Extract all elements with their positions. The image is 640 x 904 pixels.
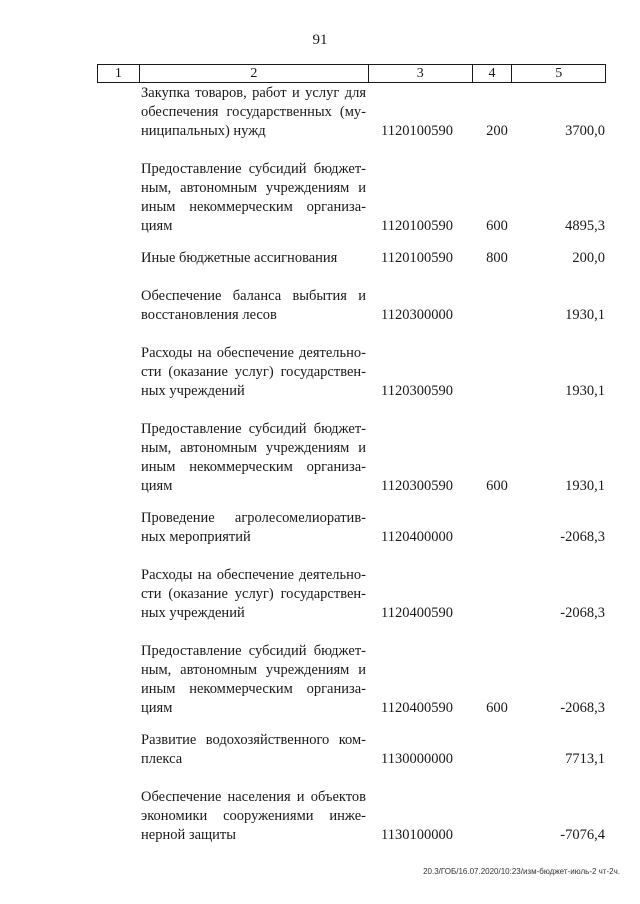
row-code: 1120300590 [381,478,453,494]
description-line: иным некоммерческим организа- [141,459,366,475]
description-line: ных мероприятий [141,529,251,545]
row-expense-type: 600 [486,478,508,494]
row-expense-type: 600 [486,700,508,716]
description-line: Закупка товаров, работ и услуг для [141,85,366,101]
description-line: циям [141,218,173,234]
description-line: ным, автономным учреждениям и [141,180,366,196]
row-description [141,566,366,623]
description-line: Предоставление субсидий бюджет- [141,161,366,177]
description-line: плекса [141,751,183,767]
row-amount: -7076,4 [560,827,605,843]
description-line: Расходы на обеспечение деятельно- [141,567,366,583]
row-code: 1120400590 [381,700,453,716]
row-expense-type: 200 [486,123,508,139]
row-description [141,642,366,718]
row-amount: 200,0 [572,250,605,266]
footer-note: 20.3/ГОБ/16.07.2020/10:23/изм-бюджет-июль-2 чт-2ч. [423,867,620,876]
description-line: ниципальных) нужд [141,123,266,139]
row-code: 1130100000 [381,827,453,843]
description-line: Проведение агролесомелиоратив- [141,510,366,526]
row-description [141,160,366,236]
description-line: обеспечения государственных (му- [141,104,366,120]
page-number: 91 [312,32,328,48]
row-description [141,344,366,401]
description-line: Расходы на обеспечение деятельно- [141,345,366,361]
row-amount: 4895,3 [565,218,605,234]
row-code: 1120400000 [381,529,453,545]
description-line: Предоставление субсидий бюджет- [141,421,366,437]
table-header [97,64,606,83]
description-line: Обеспечение населения и объектов [141,789,366,805]
description-line: ным, автономным учреждениям и [141,440,366,456]
description-line: нерной защиты [141,827,237,843]
row-amount: 1930,1 [565,307,605,323]
row-amount: 1930,1 [565,478,605,494]
description-line: экономики сооружениями инже- [141,808,366,824]
description-line: иным некоммерческим организа- [141,199,366,215]
row-expense-type: 600 [486,218,508,234]
description-line: Обеспечение баланса выбытия и [141,288,366,304]
header-col-5: 5 [555,66,563,81]
row-description [141,249,366,268]
row-description [141,420,366,496]
description-line: сти (оказание услуг) государствен- [141,364,366,380]
row-amount: 3700,0 [565,123,605,139]
row-description [141,287,366,325]
row-code: 1120300000 [381,307,453,323]
row-description [141,84,366,141]
description-line: циям [141,700,173,716]
row-code: 1120300590 [381,383,453,399]
row-amount: 7713,1 [565,751,605,767]
row-amount: 1930,1 [565,383,605,399]
row-description [141,509,366,547]
row-amount: -2068,3 [560,605,605,621]
row-code: 1120100590 [381,218,453,234]
row-code: 1120100590 [381,250,453,266]
description-line: Иные бюджетные ассигнования [141,250,338,266]
row-code: 1120100590 [381,123,453,139]
description-line: Развитие водохозяйственного ком- [141,732,366,748]
description-line: сти (оказание услуг) государствен- [141,586,366,602]
row-amount: -2068,3 [560,700,605,716]
row-code: 1130000000 [381,751,453,767]
description-line: восстановления лесов [141,307,277,323]
header-col-4: 4 [473,65,513,82]
row-description [141,788,366,845]
description-line: иным некоммерческим организа- [141,681,366,697]
description-line: ным, автономным учреждениям и [141,662,366,678]
header-col-1: 1 [98,65,140,82]
description-line: ных учреждений [141,383,245,399]
row-amount: -2068,3 [560,529,605,545]
row-description [141,731,366,769]
description-line: циям [141,478,173,494]
description-line: Предоставление субсидий бюджет- [141,643,366,659]
row-expense-type: 800 [486,250,508,266]
header-col-3: 3 [369,65,473,82]
header-col-2: 2 [140,65,369,82]
description-line: ных учреждений [141,605,245,621]
row-code: 1120400590 [381,605,453,621]
